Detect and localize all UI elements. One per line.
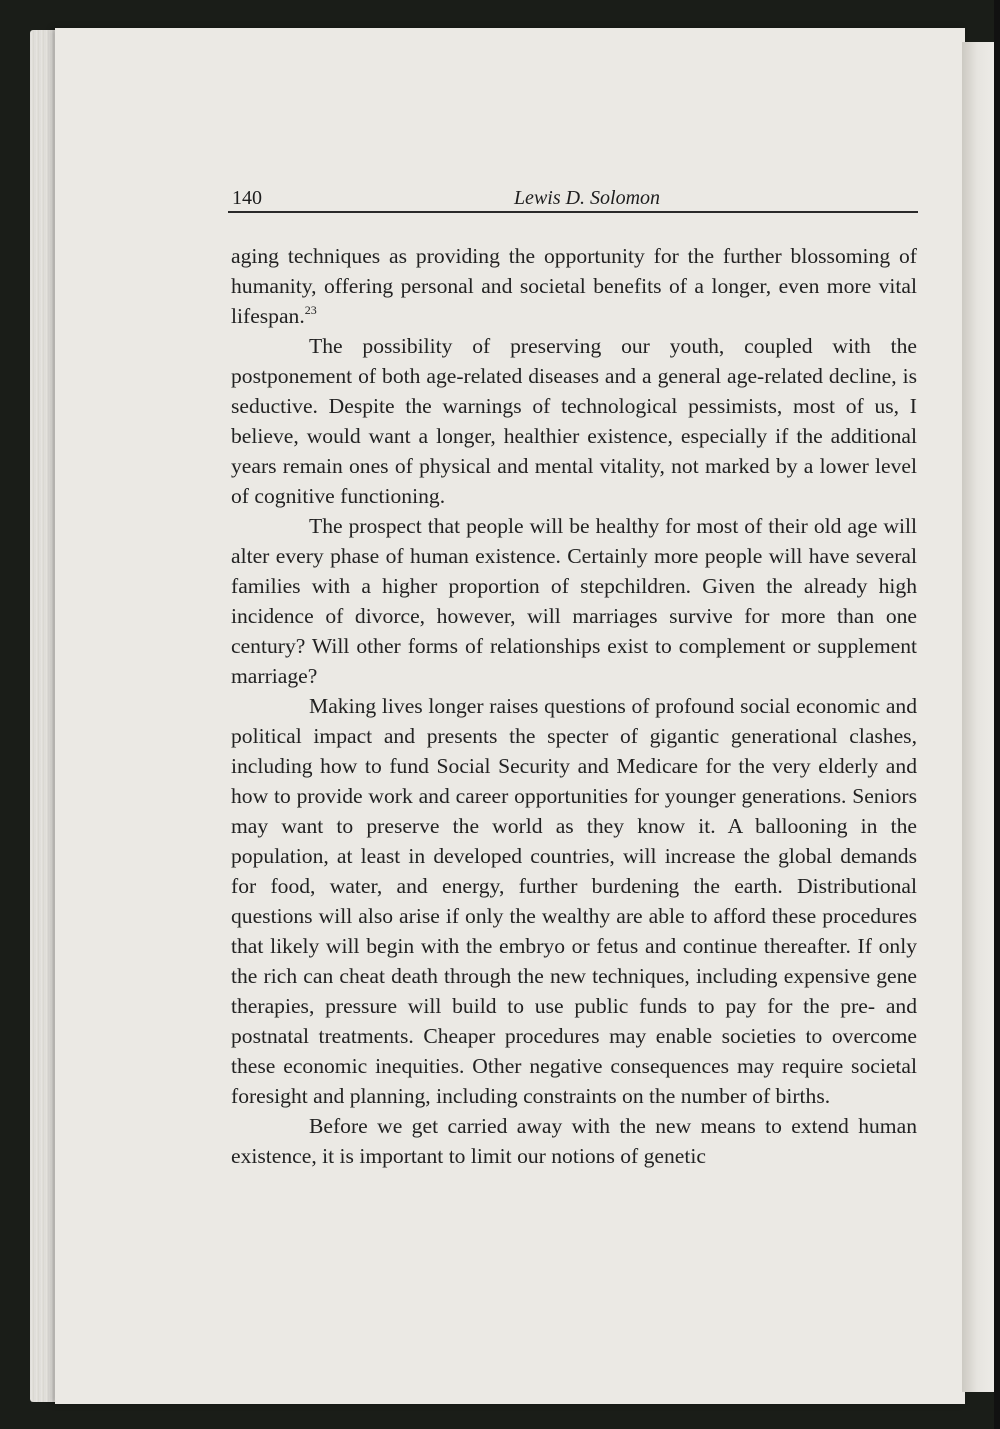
background-edge [994, 0, 1000, 1429]
paragraph-3: The prospect that people will be healthy for most of their old age will alter every phase of human existence. Certainly more people will have several families with a higher proportion of stepchildren. Given the already high incidence of divorce, however, will marriages survive for more than one century? Will other forms of relationships exist to complement or supplement marriage? [231, 514, 917, 688]
body-text [231, 241, 917, 1171]
page-number: 140 [232, 187, 262, 209]
paragraph-2: The possibility of preserving our youth, coupled with the postponement of both age-related diseases and a general age-related decline, is seductive. Despite the warnings of technological pessimists, most of us, I believe, would want a longer, healthier existence, especially if the additional years remain ones of physical and mental vitality, not marked by a lower level of cognitive functioning. [231, 334, 917, 508]
footnote-ref-23: 23 [304, 303, 317, 317]
header-rule [228, 211, 918, 213]
paragraph-4: Making lives longer raises questions of profound social economic and political impact and presents the specter of gigantic generational clashes, including how to fund Social Security and Medicare for the very elderly and how to provide work and career opportunities for younger generations. Seniors may want to preserve the world as they know it. A ballooning in the population, at least in developed countries, will increase the global demands for food, water, and energy, further burdening the earth. Distributional questions will also arise if only the wealthy are able to afford these procedures that likely will begin with the embryo or fetus and continue thereafter. If only the rich can cheat death through the new techniques, including expensive gene therapies, pressure will build to use public funds to pay for the pre- and postnatal treatments. Cheaper procedures may enable societies to overcome these economic inequities. Other negative consequences may require societal foresight and planning, including constraints on the number of births. [231, 694, 917, 1108]
paragraph-1-text: aging techniques as providing the opportunity for the further blossoming of humanity, offering personal and societal benefits of a longer, even more vital lifespan. [231, 244, 917, 328]
paragraph-1 [231, 241, 917, 331]
running-head [232, 187, 918, 213]
running-head-author: Lewis D. Solomon [513, 187, 661, 209]
paragraph-5: Before we get carried away with the new means to extend human existence, it is important to limit our notions of genetic [231, 1114, 917, 1168]
